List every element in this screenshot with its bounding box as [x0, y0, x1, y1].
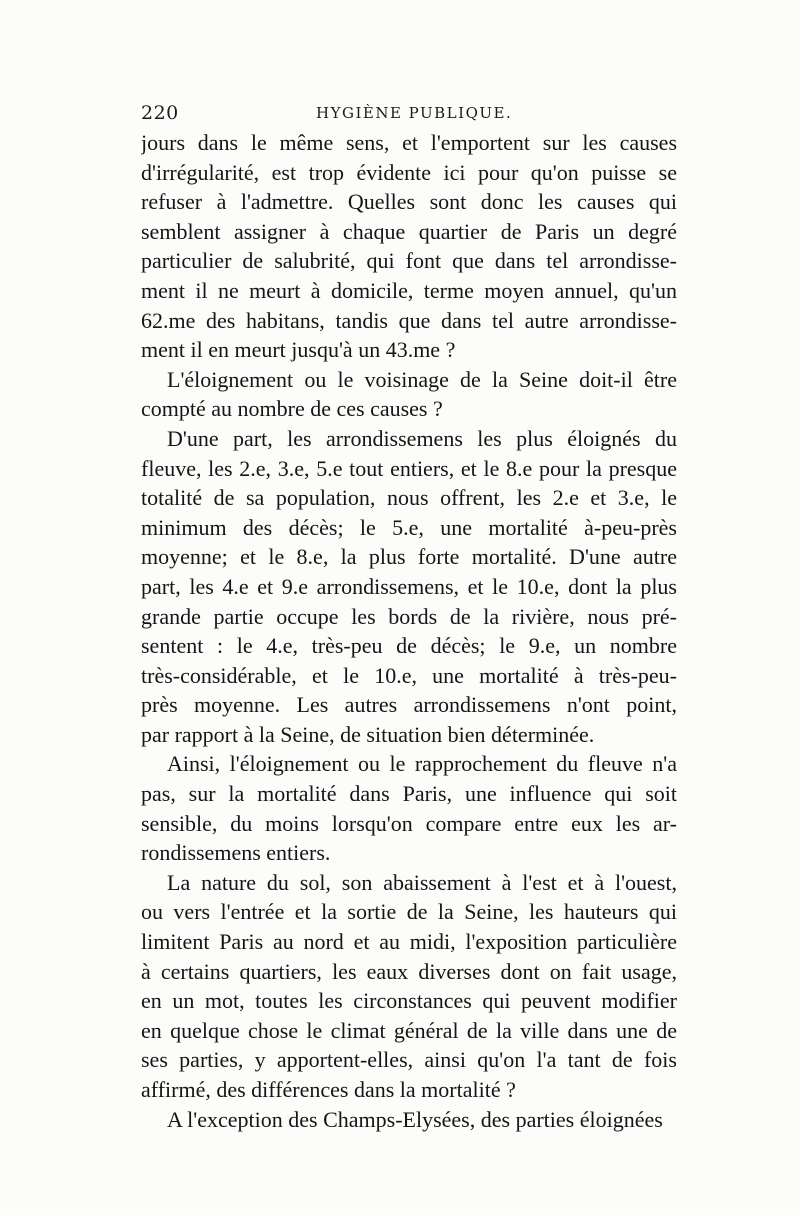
text-line: par rapport à la Seine, de situation bien déterminée. [141, 721, 595, 747]
text-line: fleuve, les 2.e, 3.e, 5.e tout entiers, et le 8.e pour la presque [141, 455, 677, 481]
text-line: en quelque chose le climat général de la ville dans une de [141, 1017, 677, 1043]
paragraph [141, 365, 677, 424]
text-line: part, les 4.e et 9.e arrondissemens, et le 10.e, dont la plus [141, 573, 677, 599]
text-line: affirmé, des différences dans la mortalité ? [141, 1077, 516, 1102]
text-line: grande partie occupe les bords de la rivière, nous pré- [141, 603, 677, 629]
text-line: compté au nombre de ces causes ? [141, 396, 443, 422]
text-line: en un mot, toutes les circonstances qui peuvent modifier [141, 988, 677, 1014]
text-line: A l'exception des Champs-Elysées, des parties éloignées [167, 1106, 663, 1132]
text-line: L'éloignement ou le voisinage de la Seine doit-il être [167, 366, 677, 392]
paragraph [141, 424, 677, 750]
text-line: d'irrégularité, est trop évidente ici pour qu'on puisse se [141, 159, 677, 185]
text-line: La nature du sol, son abaissement à l'est et à l'ouest, [167, 869, 677, 895]
text-line: pas, sur la mortalité dans Paris, une influence qui soit [141, 781, 677, 807]
paragraph [141, 1105, 677, 1135]
text-line: limitent Paris au nord et au midi, l'exposition particulière [141, 929, 677, 955]
text-line: minimum des décès; le 5.e, une mortalité à-peu-près [141, 514, 677, 540]
paragraph [141, 128, 677, 365]
text-line: D'une part, les arrondissemens les plus éloignés du [167, 425, 677, 451]
text-line: particulier de salubrité, qui font que dans tel arrondisse- [141, 248, 677, 274]
text-line: près moyenne. Les autres arrondissemens n'ont point, [141, 692, 677, 718]
text-line: ou vers l'entrée et la sortie de la Seine, les hauteurs qui [141, 899, 677, 925]
text-line: rondissemens entiers. [141, 840, 331, 866]
text-line: 62.me des habitans, tandis que dans tel autre arrondisse- [141, 307, 677, 333]
text-line: ment il ne meurt à domicile, terme moyen annuel, qu'un [141, 277, 677, 303]
text-line: jours dans le même sens, et l'emportent sur les causes [141, 130, 677, 155]
text-line: sensible, du moins lorsqu'on compare entre eux les ar- [141, 810, 677, 836]
text-line: à certains quartiers, les eaux diverses dont on fait usage, [141, 958, 677, 984]
text-line: totalité de sa population, nous offrent, les 2.e et 3.e, le [141, 485, 677, 511]
text-line: refuser à l'admettre. Quelles sont donc les causes qui [141, 189, 677, 215]
text-line: ment il en meurt jusqu'à un 43.me ? [141, 337, 456, 363]
text-line: semblent assigner à chaque quartier de Paris un degré [141, 218, 677, 244]
body-text [141, 128, 677, 1134]
running-head: HYGIÈNE PUBLIQUE. [316, 104, 513, 122]
text-line: très-considérable, et le 10.e, une mortalité à très-peu- [141, 662, 677, 688]
page-header [141, 102, 677, 126]
text-line: moyenne; et le 8.e, la plus forte mortalité. D'une autre [141, 544, 677, 570]
text-line: Ainsi, l'éloignement ou le rapprochement du fleuve n'a [167, 751, 677, 777]
paragraph [141, 749, 677, 867]
text-line: sentent : le 4.e, très-peu de décès; le 9.e, un nombre [141, 633, 677, 659]
page-number: 220 [141, 102, 179, 124]
text-line: ses parties, y apportent-elles, ainsi qu'on l'a tant de fois [141, 1047, 677, 1073]
paragraph [141, 868, 677, 1105]
